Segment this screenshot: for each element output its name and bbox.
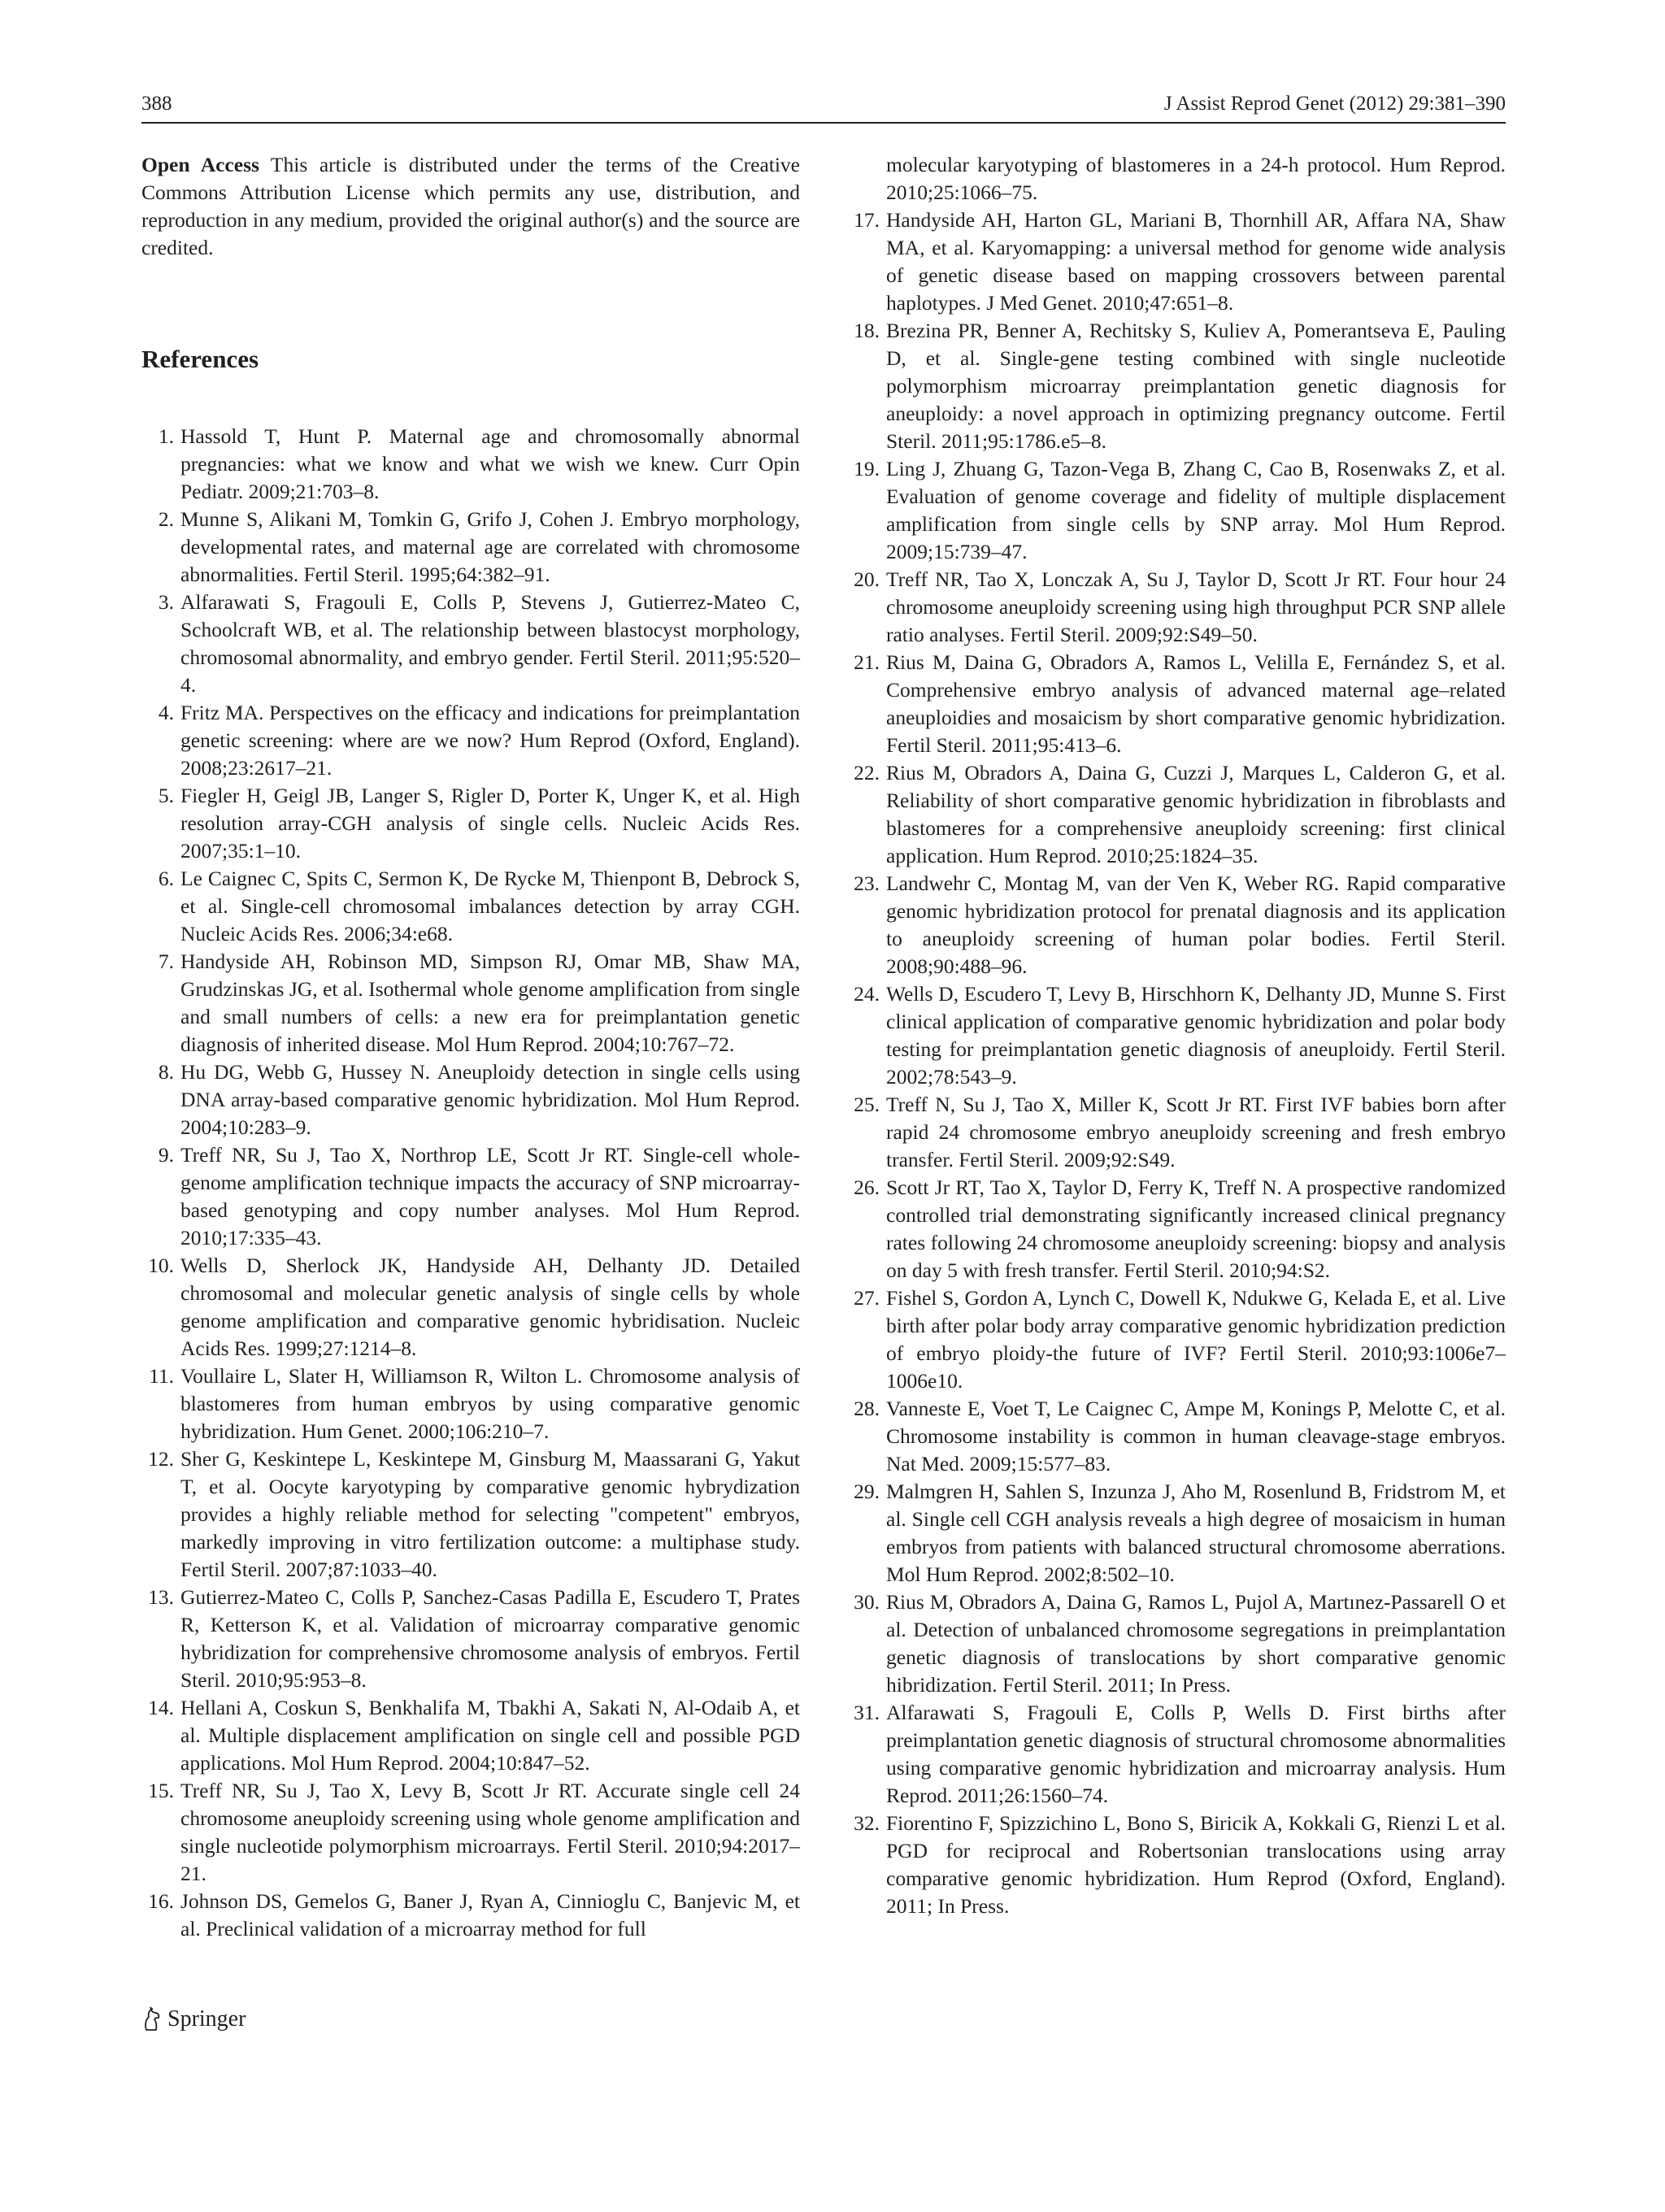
reference-item: [141, 1445, 800, 1584]
reference-item: [141, 948, 800, 1058]
footer: [141, 2001, 246, 2037]
reference-number: 24.: [854, 982, 880, 1006]
reference-text: Handyside AH, Robinson MD, Simpson RJ, Omar MB, Shaw MA, Grudzinskas JG, et al. Isothermal whole genome amplification from single and small numbers of cells: a new era for preimplantation genetic diagnosis of inherited disease. Mol Hum Reprod. 2004;10:767–72.: [180, 950, 800, 1056]
reference-item: [141, 1362, 800, 1445]
running-head: [141, 88, 1506, 120]
reference-text: Sher G, Keskintepe L, Keskintepe M, Ginsburg M, Maassarani G, Yakut T, et al. Oocyte karyotyping by comparative genomic hybrydization provides a highly reliable method for selecting "competent" embryos, markedly improving in vitro fertilization outcome: a multiphase study. Fertil Steril. 2007;87:1033–40.: [180, 1447, 800, 1581]
reference-number: 1.: [158, 424, 174, 448]
reference-text: Wells D, Escudero T, Levy B, Hirschhorn K, Delhanty JD, Munne S. First clinical application of comparative genomic hybridization and polar body testing for preimplantation genetic diagnosis of aneuploidy. Fertil Steril. 2002;78:543–9.: [886, 982, 1506, 1089]
reference-text: Fritz MA. Perspectives on the efficacy and indications for preimplantation genetic screening: where are we now? Hum Reprod (Oxford, England). 2008;23:2617–21.: [180, 701, 800, 780]
reference-text: Alfarawati S, Fragouli E, Colls P, Wells D. First births after preimplantation genetic diagnosis of structural chromosome abnormalities using comparative genomic hybridization and microarray analysis. Hum Reprod. 2011;26:1560–74.: [886, 1701, 1506, 1807]
reference-item: [847, 1091, 1506, 1174]
reference-number: 28.: [854, 1397, 880, 1420]
reference-number: 26.: [854, 1176, 880, 1199]
reference-number: 10.: [148, 1254, 174, 1277]
reference-item: [847, 759, 1506, 870]
reference-number: 2.: [158, 507, 174, 531]
reference-item: [847, 1395, 1506, 1478]
header-rule: [141, 122, 1506, 124]
reference-number: 4.: [158, 701, 174, 724]
left-column: [141, 151, 800, 1943]
reference-number: 6.: [158, 867, 174, 890]
reference-list-right: [847, 151, 1506, 1920]
reference-number: 12.: [148, 1447, 174, 1471]
reference-number: 5.: [158, 784, 174, 807]
reference-text: Treff NR, Su J, Tao X, Northrop LE, Scott Jr RT. Single-cell whole-genome amplification technique impacts the accuracy of SNP microarray-based genotyping and copy number analyses. Mol Hum Reprod. 2010;17:335–43.: [180, 1143, 800, 1249]
reference-item: [847, 649, 1506, 759]
publisher-name: Springer: [167, 2006, 246, 2032]
reference-number: 23.: [854, 871, 880, 895]
reference-number: 27.: [854, 1286, 880, 1310]
reference-number: 22.: [854, 761, 880, 784]
reference-number: 9.: [158, 1143, 174, 1167]
reference-number: 21.: [854, 650, 880, 674]
reference-item: [141, 1058, 800, 1141]
reference-list-left: [141, 423, 800, 1943]
journal-reference: J Assist Reprod Genet (2012) 29:381–390: [1163, 93, 1506, 115]
reference-item: [141, 865, 800, 948]
reference-text: Rius M, Obradors A, Daina G, Ramos L, Pujol A, Martınez-Passarell O et al. Detection of unbalanced chromosome segregations in preimplantation genetic diagnosis of translocations by short comparative genomic hibridization. Fertil Steril. 2011; In Press.: [886, 1590, 1506, 1697]
open-access-statement: [141, 151, 800, 262]
reference-number: 32.: [854, 1811, 880, 1835]
reference-text: Fiorentino F, Spizzichino L, Bono S, Biricik A, Kokkali G, Rienzi L et al. PGD for reciprocal and Robertsonian translocations using array comparative genomic hybridization. Hum Reprod (Oxford, England). 2011; In Press.: [886, 1811, 1506, 1918]
reference-text: Alfarawati S, Fragouli E, Colls P, Stevens J, Gutierrez-Mateo C, Schoolcraft WB, et al. The relationship between blastocyst morphology, chromosomal abnormality, and embryo gender. Fertil Steril. 2011;95:520–4.: [180, 590, 800, 697]
reference-item: [847, 1588, 1506, 1699]
reference-item: [847, 1699, 1506, 1810]
reference-number: 16.: [148, 1889, 174, 1913]
reference-text: Ling J, Zhuang G, Tazon-Vega B, Zhang C, Cao B, Rosenwaks Z, et al. Evaluation of genome coverage and fidelity of multiple displacement amplification from single cells by SNP array. Mol Hum Reprod. 2009;15:739–47.: [886, 457, 1506, 563]
reference-text: Le Caignec C, Spits C, Sermon K, De Rycke M, Thienpont B, Debrock S, et al. Single-cell chromosomal imbalances detection by array CGH. Nucleic Acids Res. 2006;34:e68.: [180, 867, 800, 945]
reference-item: [141, 589, 800, 699]
reference-text: Wells D, Sherlock JK, Handyside AH, Delhanty JD. Detailed chromosomal and molecular genetic analysis of single cells by whole genome amplification and comparative genomic hybridisation. Nucleic Acids Res. 1999;27:1214–8.: [180, 1254, 800, 1360]
open-access-text: This article is distributed under the terms of the Creative Commons Attribution License which permits any use, distribution, and reproduction in any medium, provided the original author(s) and the source are credited.: [141, 153, 801, 259]
reference-number: 30.: [854, 1590, 880, 1614]
reference-item: [141, 423, 800, 506]
reference-number: 14.: [148, 1696, 174, 1719]
reference-text: Johnson DS, Gemelos G, Baner J, Ryan A, Cinnioglu C, Banjevic M, et al. Preclinical validation of a microarray method for full: [180, 1889, 800, 1940]
reference-item: [847, 566, 1506, 649]
reference-text: Handyside AH, Harton GL, Mariani B, Thornhill AR, Affara NA, Shaw MA, et al. Karyomapping: a universal method for genome wide analysis of genetic disease based on mapping crossovers between parental haplotypes. J Med Genet. 2010;47:651–8.: [886, 208, 1506, 315]
reference-text: Treff NR, Tao X, Lonczak A, Su J, Taylor D, Scott Jr RT. Four hour 24 chromosome aneuploidy screening using high throughput PCR SNP allele ratio analyses. Fertil Steril. 2009;92:S49–50.: [886, 567, 1506, 646]
reference-text: Hellani A, Coskun S, Benkhalifa M, Tbakhi A, Sakati N, Al-Odaib A, et al. Multiple displacement amplification on single cell and possible PGD applications. Mol Hum Reprod. 2004;10:847–52.: [180, 1696, 800, 1775]
reference-item: [141, 506, 800, 589]
reference-number: 8.: [158, 1060, 174, 1084]
reference-text: Treff N, Su J, Tao X, Miller K, Scott Jr RT. First IVF babies born after rapid 24 chromosome embryo aneuploidy screening and fresh embryo transfer. Fertil Steril. 2009;92:S49.: [886, 1093, 1506, 1171]
reference-text: Vanneste E, Voet T, Le Caignec C, Ampe M, Konings P, Melotte C, et al. Chromosome instability is common in human cleavage-stage embryos. Nat Med. 2009;15:577–83.: [886, 1397, 1506, 1475]
reference-number: 7.: [158, 950, 174, 973]
reference-text: Hassold T, Hunt P. Maternal age and chromosomally abnormal pregnancies: what we know and what we wish we knew. Curr Opin Pediatr. 2009;21:703–8.: [180, 424, 800, 503]
reference-text: Fiegler H, Geigl JB, Langer S, Rigler D, Porter K, Unger K, et al. High resolution array-CGH analysis of single cells. Nucleic Acids Res. 2007;35:1–10.: [180, 784, 800, 863]
reference-item: [141, 1584, 800, 1694]
reference-continuation: [847, 151, 1506, 206]
reference-number: 13.: [148, 1585, 174, 1609]
reference-item: [141, 1694, 800, 1777]
reference-number: 3.: [158, 590, 174, 614]
reference-text: Gutierrez-Mateo C, Colls P, Sanchez-Casas Padilla E, Escudero T, Prates R, Ketterson K, et al. Validation of microarray comparative genomic hybridization for comprehensive chromosome analysis of embryos. Fertil Steril. 2010;95:953–8.: [180, 1585, 800, 1692]
reference-item: [847, 980, 1506, 1091]
reference-text: Munne S, Alikani M, Tomkin G, Grifo J, Cohen J. Embryo morphology, developmental rates, and maternal age are correlated with chromosome abnormalities. Fertil Steril. 1995;64:382–91.: [180, 507, 800, 586]
reference-item: [847, 1284, 1506, 1395]
reference-text: Voullaire L, Slater H, Williamson R, Wilton L. Chromosome analysis of blastomeres from human embryos by using comparative genomic hybridization. Hum Genet. 2000;106:210–7.: [180, 1364, 800, 1443]
reference-text: Hu DG, Webb G, Hussey N. Aneuploidy detection in single cells using DNA array-based comparative genomic hybridization. Mol Hum Reprod. 2004;10:283–9.: [180, 1060, 800, 1139]
reference-item: [847, 1478, 1506, 1588]
open-access-label: Open Access: [141, 153, 259, 176]
reference-number: 29.: [854, 1480, 880, 1503]
reference-item: [141, 1252, 800, 1362]
reference-item: [847, 206, 1506, 317]
reference-item: [141, 699, 800, 782]
reference-number: 19.: [854, 457, 880, 480]
reference-item: [141, 1777, 800, 1888]
reference-item: [847, 455, 1506, 566]
reference-number: 15.: [148, 1779, 174, 1802]
reference-number: 18.: [854, 319, 880, 342]
reference-continuation-text: molecular karyotyping of blastomeres in a 24-h protocol. Hum Reprod. 2010;25:1066–75.: [886, 153, 1506, 204]
references-heading: References: [141, 345, 259, 373]
reference-text: Landwehr C, Montag M, van der Ven K, Weber RG. Rapid comparative genomic hybridization protocol for prenatal diagnosis and its application to aneuploidy screening of human polar bodies. Fertil Steril. 2008;90:488–96.: [886, 871, 1506, 978]
reference-text: Fishel S, Gordon A, Lynch C, Dowell K, Ndukwe G, Kelada E, et al. Live birth after polar body array comparative genomic hybridization prediction of embryo ploidy-the future of IVF? Fertil Steril. 2010;93:1006e7–1006e10.: [886, 1286, 1506, 1393]
reference-item: [847, 1174, 1506, 1284]
reference-number: 25.: [854, 1093, 880, 1116]
reference-number: 17.: [854, 208, 880, 232]
reference-text: Rius M, Obradors A, Daina G, Cuzzi J, Marques L, Calderon G, et al. Reliability of short comparative genomic hybridization in fibroblasts and blastomeres for a comprehensive aneuploidy screening: first clinical application. Hum Reprod. 2010;25:1824–35.: [886, 761, 1506, 867]
reference-text: Treff NR, Su J, Tao X, Levy B, Scott Jr RT. Accurate single cell 24 chromosome aneuploidy screening using whole genome amplification and single nucleotide polymorphism microarrays. Fertil Steril. 2010;94:2017–21.: [180, 1779, 800, 1885]
reference-item: [847, 317, 1506, 455]
reference-text: Brezina PR, Benner A, Rechitsky S, Kuliev A, Pomerantseva E, Pauling D, et al. Single-gene testing combined with single nucleotide polymorphism microarray preimplantation genetic diagnosis for aneuploidy: a novel approach in optimizing pregnancy outcome. Fertil Steril. 2011;95:1786.e5–8.: [886, 319, 1506, 453]
reference-number: 31.: [854, 1701, 880, 1724]
right-column: [847, 151, 1506, 1920]
page-number: 388: [141, 93, 172, 115]
reference-number: 20.: [854, 567, 880, 591]
reference-item: [847, 1810, 1506, 1920]
reference-item: [141, 1141, 800, 1252]
reference-item: [141, 782, 800, 865]
reference-number: 11.: [149, 1364, 174, 1388]
springer-horse-icon: [141, 2007, 163, 2032]
reference-text: Scott Jr RT, Tao X, Taylor D, Ferry K, Treff N. A prospective randomized controlled trial demonstrating significantly increased clinical pregnancy rates following 24 chromosome aneuploidy screening: biopsy and analysis on day 5 with fresh transfer. Fertil Steril. 2010;94:S2.: [886, 1176, 1506, 1282]
reference-item: [847, 870, 1506, 980]
reference-text: Rius M, Daina G, Obradors A, Ramos L, Velilla E, Fernández S, et al. Comprehensive embryo analysis of advanced maternal age–related aneuploidies and mosaicism by short comparative genomic hybridization. Fertil Steril. 2011;95:413–6.: [886, 650, 1506, 757]
reference-text: Malmgren H, Sahlen S, Inzunza J, Aho M, Rosenlund B, Fridstrom M, et al. Single cell CGH analysis reveals a high degree of mosaicism in human embryos from patients with balanced structural chromosome aberrations. Mol Hum Reprod. 2002;8:502–10.: [886, 1480, 1506, 1586]
reference-item: [141, 1888, 800, 1943]
